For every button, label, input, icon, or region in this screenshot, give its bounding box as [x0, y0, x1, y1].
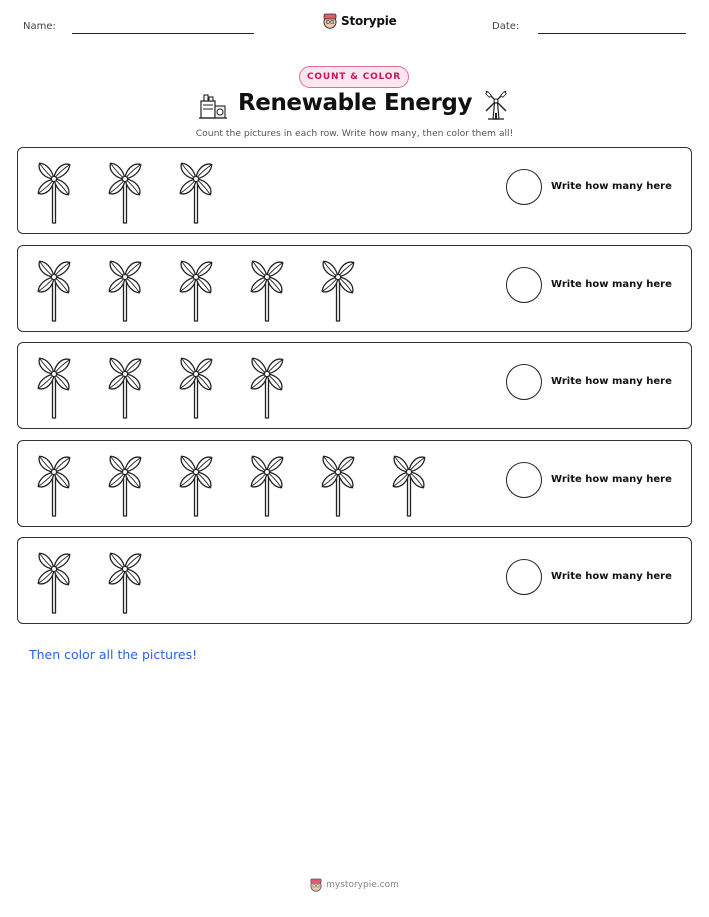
answer-label: Write how many here [551, 181, 672, 192]
answer-circle[interactable] [506, 462, 542, 498]
count-color-badge: COUNT & COLOR [299, 66, 409, 88]
pinwheel-icon [31, 154, 77, 224]
pinwheel-icon [102, 447, 148, 517]
counting-row [17, 342, 692, 429]
date-line[interactable] [538, 33, 686, 34]
name-line[interactable] [72, 33, 254, 34]
date-label: Date: [492, 21, 520, 32]
counting-row [17, 537, 692, 624]
instructions: Count the pictures in each row. Write how many, then color them all! [195, 128, 514, 139]
footer-url: mystorypie.com [326, 880, 399, 890]
brand-name: Storypie [341, 14, 397, 28]
pinwheel-icon [315, 447, 361, 517]
pinwheel-icon [31, 349, 77, 419]
pinwheel-icon [102, 544, 148, 614]
pinwheel-icon [173, 154, 219, 224]
pinwheel-icon [315, 252, 361, 322]
answer-circle[interactable] [506, 267, 542, 303]
pinwheel-icon [386, 447, 432, 517]
answer-label: Write how many here [551, 376, 672, 387]
pinwheel-icon [244, 447, 290, 517]
answer-circle[interactable] [506, 364, 542, 400]
counting-row [17, 440, 692, 527]
name-label: Name: [23, 21, 56, 32]
pinwheel-icon [173, 447, 219, 517]
power-plant-icon [198, 92, 228, 120]
pinwheel-icon [102, 349, 148, 419]
pinwheel-icon [173, 252, 219, 322]
pinwheel-icon [102, 252, 148, 322]
pinwheel-icon [244, 349, 290, 419]
answer-label: Write how many here [551, 279, 672, 290]
pinwheel-icon [173, 349, 219, 419]
storypie-mascot-icon [310, 878, 322, 892]
footer-note: Then color all the pictures! [29, 647, 198, 662]
pinwheel-icon [244, 252, 290, 322]
pinwheel-icon [31, 252, 77, 322]
windmill-icon [482, 89, 510, 121]
counting-row [17, 245, 692, 332]
counting-row [17, 147, 692, 234]
brand-logo [323, 13, 397, 29]
page-title: Renewable Energy [237, 90, 473, 116]
pinwheel-icon [102, 154, 148, 224]
footer-brand [0, 878, 709, 892]
answer-label: Write how many here [551, 474, 672, 485]
answer-label: Write how many here [551, 571, 672, 582]
pinwheel-icon [31, 447, 77, 517]
storypie-mascot-icon [323, 13, 337, 29]
answer-circle[interactable] [506, 169, 542, 205]
pinwheel-icon [31, 544, 77, 614]
answer-circle[interactable] [506, 559, 542, 595]
